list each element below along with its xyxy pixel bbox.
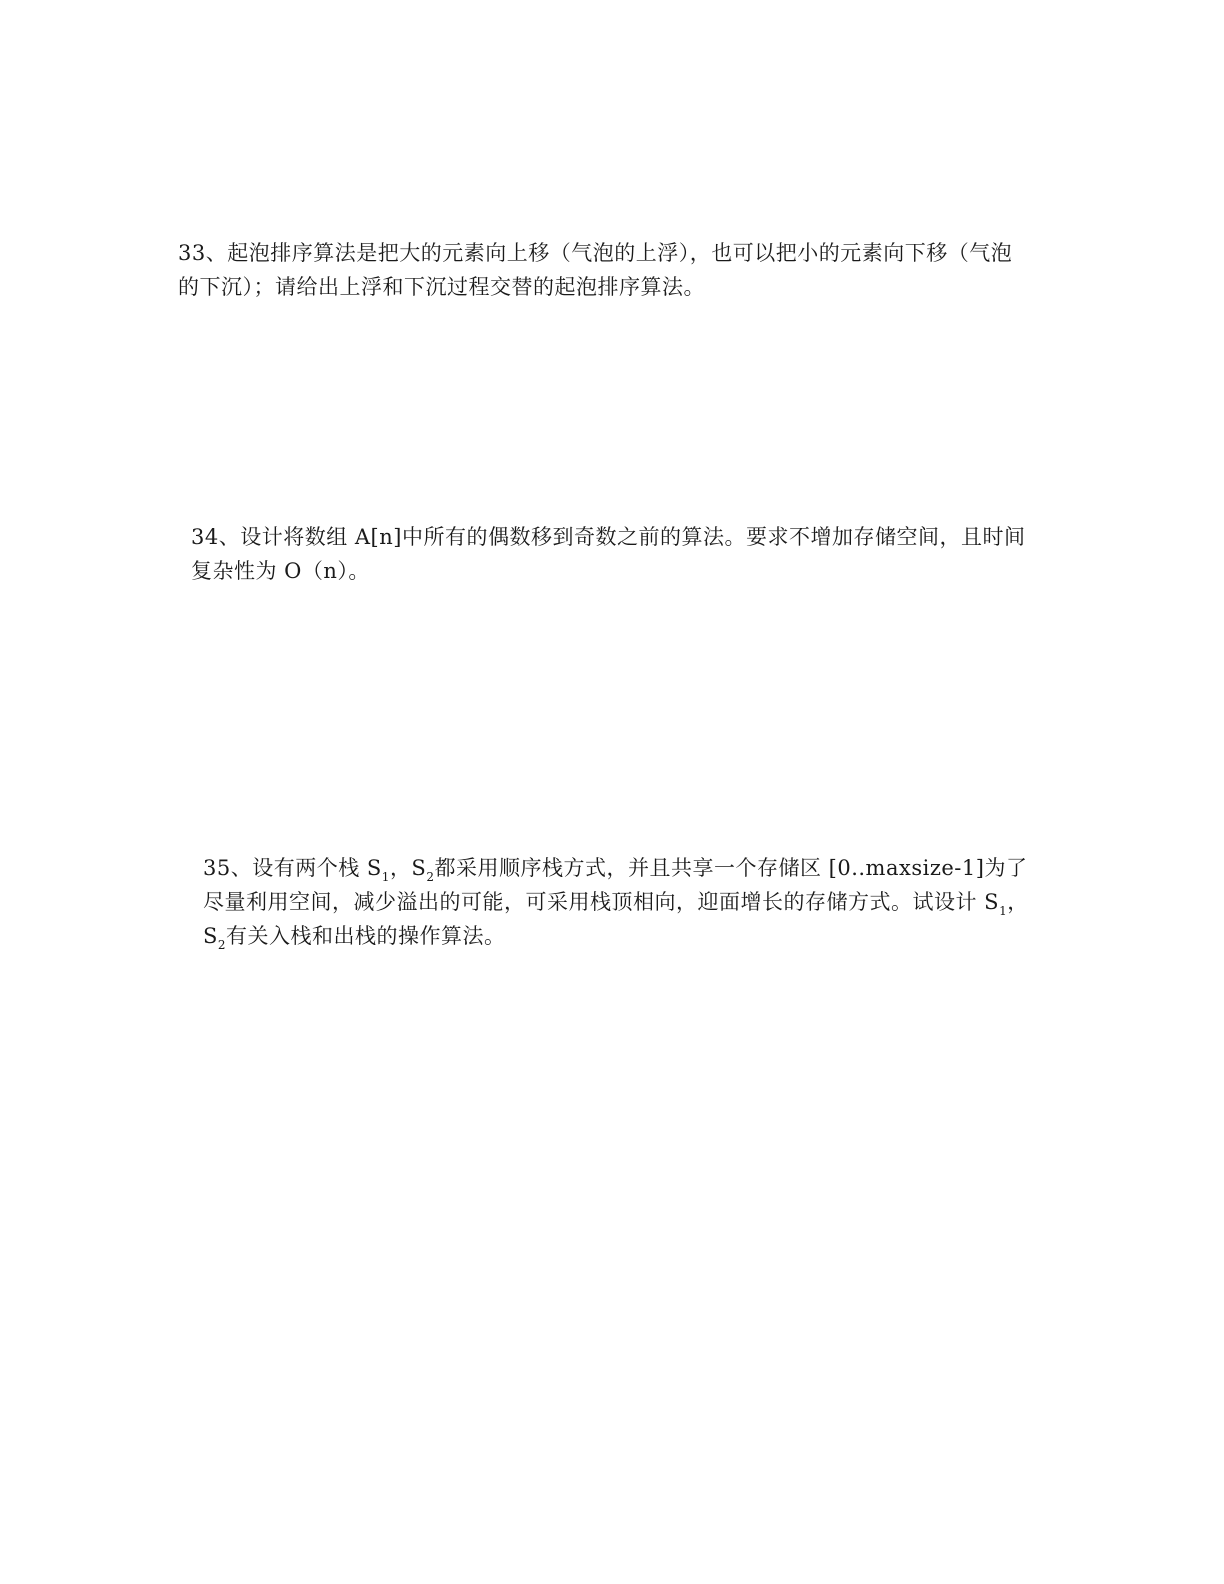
subscript: 2 [426,870,435,884]
question-35-line-2 [203,885,1033,919]
subscript: 2 [217,938,227,952]
q35-text: ， [1007,890,1029,914]
question-35-line-1 [203,851,1033,885]
subscript: 1 [381,870,390,884]
question-34 [191,520,1031,588]
q35-text: 有关入栈和出栈的操作算法。 [226,924,506,948]
question-33-line-1: 33、起泡排序算法是把大的元素向上移（气泡的上浮），也可以把小的元素向下移（气泡 [178,241,1013,265]
question-35-line-3 [203,919,1033,953]
question-34-line-2: 复杂性为 O（n）。 [191,559,370,583]
q35-text: 都采用顺序栈方式，并且共享一个存储区 [0..maxsize-1]为了 [434,856,1028,880]
question-35 [203,851,1033,953]
question-33 [178,236,1038,304]
question-33-line-2: 的下沉）；请给出上浮和下沉过程交替的起泡排序算法。 [178,275,705,299]
question-34-line-1: 34、设计将数组 A[n]中所有的偶数移到奇数之前的算法。要求不增加存储空间，且时间 [191,525,1026,549]
subscript: 1 [999,904,1008,918]
q35-text: ，S [389,856,427,880]
q35-text: S [203,924,218,948]
q35-text: 尽量利用空间，减少溢出的可能，可采用栈顶相向，迎面增长的存储方式。试设计 S [203,890,1000,914]
q35-text: 35、设有两个栈 S [203,856,382,880]
